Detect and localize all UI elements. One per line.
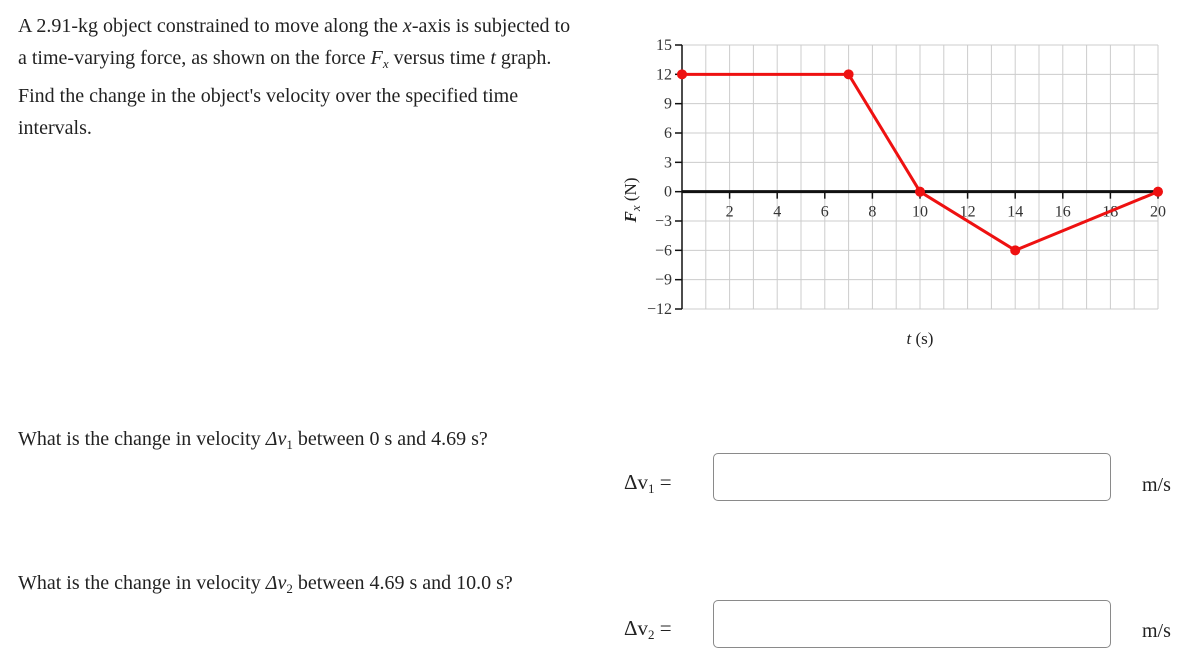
question-text: What is the change in velocity: [18, 428, 266, 450]
force-time-chart: [600, 30, 1180, 360]
y-tick-label: 9: [664, 95, 672, 113]
y-tick-label: −6: [654, 242, 672, 260]
x-axis-title: t (s): [906, 329, 934, 348]
question-subscript: 1: [286, 437, 293, 452]
problem-var-f: F: [370, 47, 383, 69]
x-tick-label: 10: [912, 203, 928, 221]
x-tick-label: 6: [820, 203, 829, 221]
y-tick-label: 6: [664, 125, 672, 142]
data-point: [1153, 187, 1163, 197]
y-tick-label: −3: [654, 213, 672, 230]
x-tick-label: 2: [725, 203, 734, 221]
answer-label-2: [624, 616, 672, 643]
x-tick-label: 4: [773, 203, 782, 221]
unit-label-2: m/s: [1142, 620, 1171, 642]
question-text: between 4.69 s and 10.0 s?: [292, 572, 513, 594]
x-tick-label: 14: [1007, 203, 1024, 221]
problem-text: versus time: [388, 47, 491, 69]
y-axis-ticks: [647, 37, 682, 318]
y-tick-label: 0: [664, 183, 672, 201]
x-tick-label: 20: [1150, 203, 1166, 221]
y-tick-label: 3: [664, 154, 672, 172]
x-tick-label: 16: [1054, 203, 1071, 221]
label-symbol: Δv: [624, 470, 649, 494]
x-tick-label: 18: [1102, 203, 1119, 221]
question-text: What is the change in velocity: [18, 572, 266, 594]
label-subscript: 1: [648, 481, 655, 496]
y-tick-label: 15: [656, 37, 672, 54]
problem-text: A 2.91-kg object constrained to move along the: [18, 15, 403, 37]
answer-input-1[interactable]: [713, 453, 1111, 501]
y-tick-label: 12: [656, 66, 672, 84]
label-equals: =: [654, 616, 672, 640]
y-tick-label: −9: [654, 271, 672, 289]
x-tick-label: 12: [959, 203, 976, 221]
data-point: [844, 69, 854, 79]
label-equals: =: [654, 470, 672, 494]
data-point: [915, 187, 925, 197]
question-1: [18, 428, 488, 453]
problem-statement: [18, 10, 578, 144]
problem-text: -axis is subjected to a time-varying force, as shown on the force: [18, 15, 571, 69]
label-subscript: 2: [648, 627, 655, 642]
answer-label-1: [624, 470, 672, 497]
data-point: [1010, 245, 1020, 255]
question-symbol: Δv: [265, 572, 287, 594]
question-symbol: Δv: [265, 428, 287, 450]
label-symbol: Δv: [624, 616, 649, 640]
question-subscript: 2: [286, 581, 293, 596]
data-point: [677, 69, 687, 79]
chart-grid: [682, 45, 1158, 309]
y-axis-title: $F_x$ (N): [621, 177, 643, 223]
problem-text: graph. Find the change in the object's velocity over the specified time intervals.: [18, 47, 552, 139]
problem-var-x: x: [402, 15, 412, 37]
unit-label-1: m/s: [1142, 474, 1171, 496]
problem-var-f-sub: x: [382, 56, 389, 71]
question-text: between 0 s and 4.69 s?: [292, 428, 488, 450]
problem-var-t: t: [490, 47, 496, 69]
y-tick-label: −12: [646, 301, 672, 318]
x-tick-label: 8: [868, 203, 877, 221]
answer-input-2[interactable]: [713, 600, 1111, 648]
question-2: [18, 572, 513, 597]
